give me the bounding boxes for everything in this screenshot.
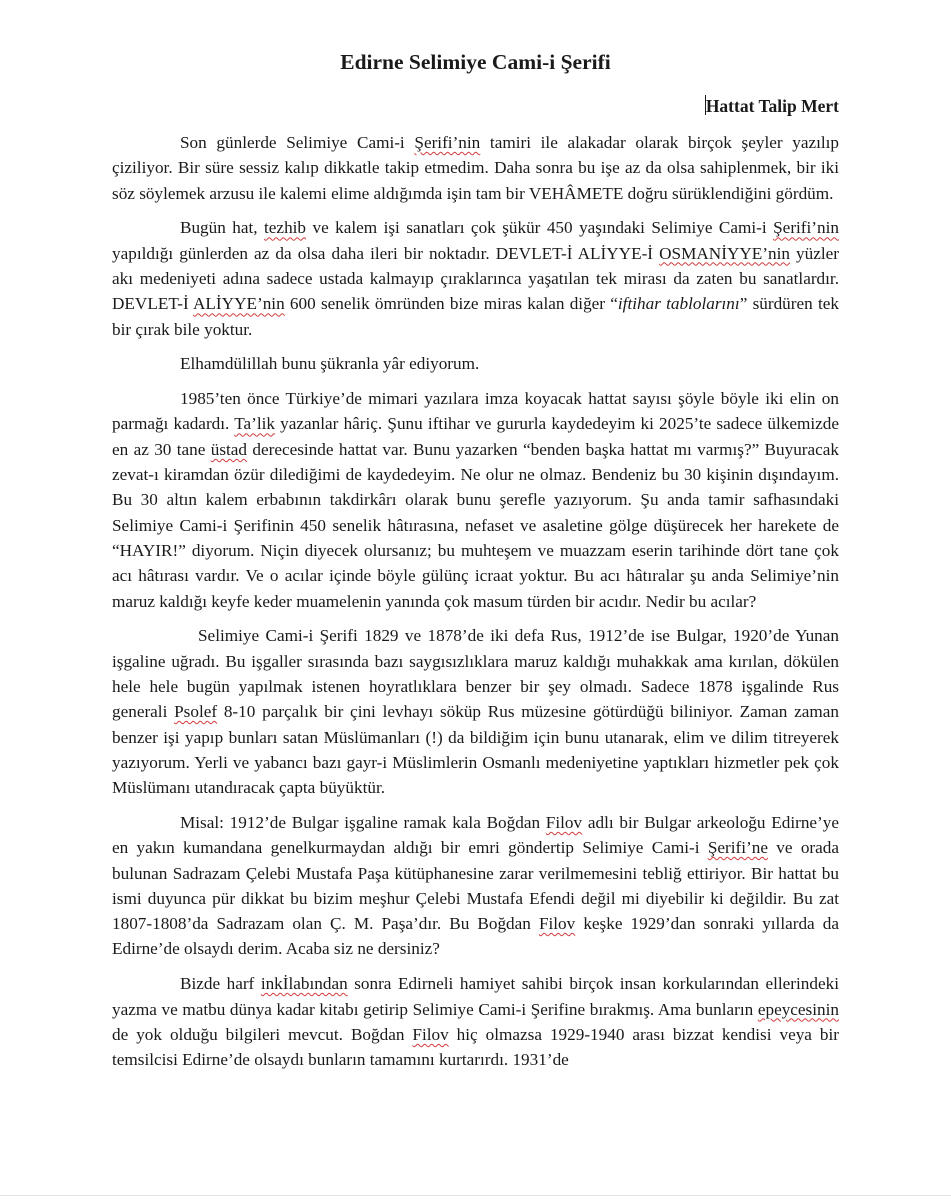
- paragraph-2: [112, 215, 839, 341]
- text-run: adlı bir Bulgar arkeoloğu Edirne’ye en yakın kumandana genelkurmaydan aldığı bir emri göndertip Selimiye Cami-i: [112, 812, 839, 858]
- spellcheck-flagged-word: OSMANİYYE’nin: [659, 243, 790, 263]
- text-run: Bugün hat,: [180, 218, 265, 238]
- text-run: yüzler akı medeniyeti adına sadece ustada kalmayıp çıraklarınca yaşatılan tek mirası da zaten bu sanatlardır. DEVLET-İ: [112, 243, 840, 314]
- document-title: Edirne Selimiye Cami-i Şerifi: [340, 50, 611, 74]
- text-run: 8-10 parçalık bir çini levhayı söküp Rus müzesine götürdüğü biliniyor. Zaman zaman benzer işi yapıp bunları satan Müslümanları (!) da bildiğim için bunu utanarak, elim ve dilim titreyerek yazıyorum. Yerli ve yabancı bazı gayr-i Müslimlerin Osmanlı medeniyetine yaptıkları hizmetler pek çok Müslümanı utandıracak çapta büyüktür.: [112, 702, 839, 798]
- paragraph-7: [112, 971, 839, 1072]
- spellcheck-flagged-word: Şerifi’nin: [773, 218, 839, 238]
- spellcheck-flagged-word: Ta’lik: [234, 414, 275, 434]
- text-run: keşke 1929’dan sonraki yıllarda da Edirne’de olsaydı derim. Acaba siz ne dersiniz?: [112, 914, 839, 959]
- paragraph-4: [112, 386, 839, 614]
- text-run: Selimiye Cami-i Şerifi 1829 ve 1878’de iki defa Rus, 1912’de ise Bulgar, 1920’de Yunan işgaline uğradı. Bu işgaller sırasında bazı saygısızlıklara maruz kaldığı muhakkak ama kırılan, dökülen hele hele bugün yapılmak istenen hoyratlıklara benzer bir şey olmadı. Sadece 1878 işgalinde Rus generali: [112, 626, 839, 722]
- spellcheck-flagged-word: Psolef: [174, 702, 218, 722]
- text-run: Bizde harf: [180, 974, 261, 994]
- text-run: tamiri ile alakadar olarak birçok şeyler yazılıp çiziliyor. Bir süre sessiz kalıp dikkatle takip etmedim. Daha sonra bu işe az da olsa sahiplenmek, bir iki söz söylemek arzusu ile kalemi elime aldığımda işin tam bir VEHÂMETE doğru sürüklendiğini gördüm.: [112, 133, 840, 203]
- text-run: sonra Edirneli hamiyet sahibi birçok insan korkularından ellerindeki yazma ve matbu dünya kadar kitabı getirip Selimiye Cami-i Şerifine bırakmış. Ama bunların: [112, 974, 839, 1019]
- paragraph-1: [112, 130, 839, 206]
- text-run: ve orada bulunan Sadrazam Çelebi Mustafa Paşa kütüphanesine zarar verilmemesini tebliğ ettiriyor. Bir hattat bu ismi duyunca pür dikkat bu bizim meşhur Çelebi Mustafa Efendi değil mi diyebilir ki değildir. Bu zat 1807-1808’da Sadrazam olan Ç. M. Paşa’dır. Bu Boğdan: [112, 838, 839, 934]
- spellcheck-flagged-word: Şerifi’ne: [707, 838, 768, 858]
- text-run: Misal: 1912’de Bulgar işgaline ramak kala Boğdan: [180, 812, 546, 832]
- text-run: 1985’ten önce Türkiye’de mimari yazılara imza koyacak hattat sayısı şöyle böyle iki elin on parmağı kadardı.: [112, 389, 839, 434]
- text-run: 600 senelik ömründen bize miras kalan diğer “: [284, 294, 618, 314]
- text-run: ve kalem işi sanatları çok şükür 450 yaşındaki Selimiye Cami-i: [306, 218, 774, 238]
- text-run: de yok olduğu bilgileri mevcut. Boğdan: [112, 1024, 413, 1044]
- paragraph-5: [112, 623, 839, 800]
- spellcheck-flagged-word: inkİlabından: [260, 974, 348, 994]
- text-run: yazanlar hâriç. Şunu iftihar ve gururla kaydedeyim ki 2025’te sadece ülkemizde en az 30 tane: [112, 414, 839, 459]
- italic-text: iftihar tablolarını: [617, 294, 740, 314]
- spellcheck-flagged-word: ALİYYE’nin: [193, 294, 285, 314]
- text-run: yapıldığı günlerden az da olsa daha ileri bir noktadır. DEVLET-İ ALİYYE-İ: [112, 243, 660, 263]
- author-line: [112, 94, 839, 118]
- text-run: Elhamdülillah bunu şükranla yâr ediyorum.: [180, 354, 480, 374]
- spellcheck-flagged-word: üstad: [210, 439, 248, 459]
- spellcheck-flagged-word: tezhib: [264, 218, 307, 238]
- document-body[interactable]: [112, 130, 839, 1072]
- author-name: Hattat Talip Mert: [705, 96, 839, 116]
- page-bottom-divider: [0, 1195, 951, 1196]
- paragraph-6: [112, 810, 839, 962]
- spellcheck-flagged-word: epeycesinin: [757, 999, 839, 1019]
- text-run: hiç olmazsa 1929-1940 arası bizzat kendisi veya bir temsilcisi Edirne’de olsaydı bunların tamamını kurtarırdı. 1931’de: [112, 1024, 839, 1070]
- spellcheck-flagged-word: Filov: [412, 1024, 449, 1044]
- text-run: derecesinde hattat var. Bunu yazarken “benden başka hattat mı varmış?” Buyuracak zevat-ı kiramdan özür dilediğimi de kaydedeyim. Ne olur ne olmaz. Bendeniz bu 30 kişinin dışındayım. Bu 30 altın kalem erbabının takdirkârı olarak bunu şerefle yazıyorum. Şu anda tamir safhasındaki Selimiye Cami-i Şerifinin 450 senelik hâtırasına, nefaset ve asaletine gölge düşürecek her harekete de “HAYIR!” diyorum. Niçin diyecek olursanız; bu muhteşem ve muazzam eserin tarihinde dört tane çok acı hâtırası vardır. Ve o acılar içinde böyle gülünç icraat yoktur. Bu acı hâtıralar şu anda Selimiye’nin maruz kaldığı keyfe keder muamelenin yanında çok masum türden bir acıdır. Nedir bu acılar?: [112, 439, 840, 611]
- spellcheck-flagged-word: Filov: [545, 812, 583, 832]
- spellcheck-flagged-word: Filov: [538, 914, 576, 934]
- paragraph-3: [112, 351, 839, 376]
- text-run: ” sürdüren tek bir çırak bile yoktur.: [112, 294, 839, 339]
- text-run: Son günlerde Selimiye Cami-i: [180, 133, 415, 152]
- spellcheck-flagged-word: Şerifi’nin: [414, 133, 481, 152]
